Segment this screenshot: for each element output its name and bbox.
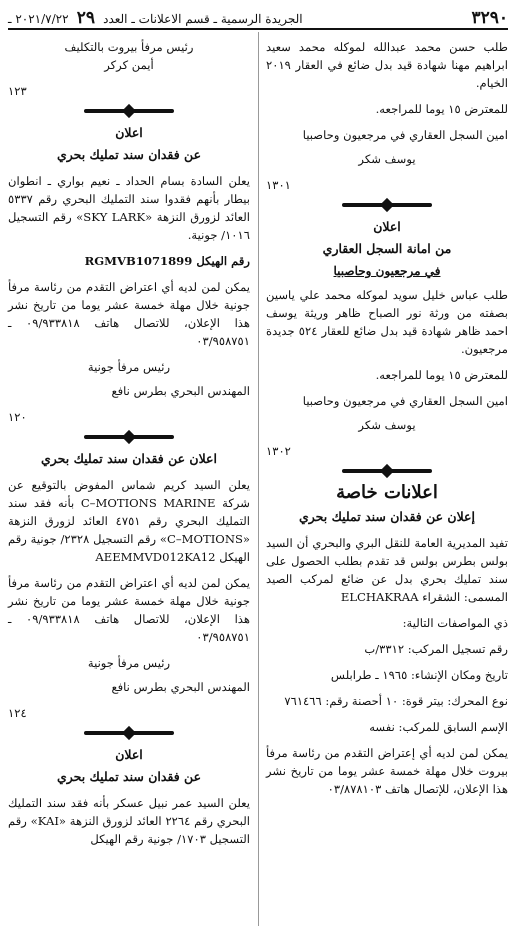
notice-elchakraa-objection: يمكن لمن لديه أي إعتراض التقدم من رئاسة مرفأ بيروت خلال مهلة خمسة عشر يوما من تاريخ نشر هذا الإعلان، للإتصال هاتف ٠٣/٨٧٨١٠٣ <box>266 746 508 796</box>
issue-date: ٢٠٢١/٧/٢٢ ـ <box>8 12 69 26</box>
notice-124-number: ١٢٤ <box>8 706 27 720</box>
notice-124-title: اعلان عن فقدان سند تمليك بحري <box>40 451 217 466</box>
notice-124-signature-title: رئيس مرفأ جونية <box>87 656 171 670</box>
notice-1302-objection: للمعترض ١٥ يوما للمراجعه. <box>375 368 508 382</box>
notice-120-signature-title: رئيس مرفأ جونية <box>87 360 171 374</box>
page-number: ٣٢٩٠ <box>471 8 508 28</box>
column-divider <box>258 32 259 926</box>
notice-1301-text: طلب حسن محمد عبدالله لموكله محمد سعيد ابراهيم مهنا شهادة قيد بدل ضائع في العقار ٢٠١٩ الخيام. <box>266 40 508 90</box>
notice-elchakraa-title: إعلان عن فقدان سند تمليك بحري <box>298 509 475 524</box>
notice-1302-number: ١٣٠٢ <box>266 444 291 458</box>
notice-1301-objection: للمعترض ١٥ يوما للمراجعه. <box>375 102 508 116</box>
notice-120-hull-number: رقم الهيكل RGMVB1071899 <box>84 254 250 268</box>
notice-elchakraa-spec-registration: رقم تسجيل المركب: ٣٣١٢/ب <box>364 642 508 656</box>
notice-1302-title: من امانة السجل العقاري <box>322 241 452 256</box>
top-signature-title: رئيس مرفأ بيروت بالتكليف <box>64 40 194 54</box>
notice-1302-subtitle: في مرجعيون وحاصبيا <box>333 264 441 278</box>
notice-1302-signature-name: يوسف شكر <box>358 418 416 432</box>
section-divider <box>312 464 462 478</box>
notice-1302-heading: اعلان <box>373 219 401 234</box>
section-divider <box>54 430 204 444</box>
notice-124-text: يعلن السيد كريم شماس المفوض بالتوقيع عن شركة C–MOTIONS MARINE بأنه فقد سند التمليك البحري رقم ٤٧٥١ العائد لزورق النزهة «C–MOTIONS» رقم التسجيل ٢٣٢٨/ جونية رقم الهيكل AEEMMVD012KA12 <box>8 478 250 564</box>
notice-elchakraa-text: تفيد المديرية العامة للنقل البري والبحري أن السيد بولس بطرس بولس قد تقدم بطلب الحصول على سند تمليك بحري بدل عن ضائع لمركب الصيد المسمى: الشقراء ELCHAKRAA <box>266 536 508 604</box>
notice-120-text: يعلن السادة بسام الحداد ـ نعيم بواري ـ انطوان بيطار بأنهم فقدوا سند التمليك البحري رقم ٥٣٣٧ العائد لزورق النزهة «SKY LARK» رقم التسجيل ١٠١٦/ جونية. <box>8 174 250 242</box>
notice-kai-text: يعلن السيد عمر نبيل عسكر بأنه فقد سند التمليك البحري رقم ٢٢٦٤ العائد لزورق النزهة «KAI» رقم التسجيل ١٧٠٣/ جونية رقم الهيكل <box>8 796 250 846</box>
page-header <box>8 6 508 30</box>
notice-120-heading: اعلان <box>115 125 143 140</box>
gazette-title: الجريدة الرسمية ـ قسم الاعلانات ـ العدد <box>103 12 303 26</box>
notice-kai-title: عن فقدان سند تمليك بحري <box>56 769 202 784</box>
top-signature-name: أيمن كركر <box>104 58 154 72</box>
left-column <box>8 38 250 848</box>
notice-120-number: ١٢٠ <box>8 410 27 424</box>
notice-1302-signature-title: امين السجل العقاري في مرجعيون وحاصبيا <box>302 394 508 408</box>
notice-123-number: ١٢٣ <box>8 84 27 98</box>
notice-kai-heading: اعلان <box>115 747 143 762</box>
section-divider <box>54 726 204 740</box>
notice-elchakraa-spec-former-name: الإسم السابق للمركب: نفسه <box>369 720 508 734</box>
section-divider <box>312 198 462 212</box>
notice-120-title: عن فقدان سند تمليك بحري <box>56 147 202 162</box>
notice-120-signature-name: المهندس البحري بطرس نافع <box>111 384 250 398</box>
notice-1301-signature-name: يوسف شكر <box>358 152 416 166</box>
special-notices-heading: اعلانات خاصة <box>336 482 438 503</box>
header-center <box>8 8 303 28</box>
issue-number: ٢٩ <box>76 8 95 28</box>
notice-1302-text: طلب عباس خليل سويد لموكله محمد علي ياسين بصفته من ورثة نور الصباح ظاهر وريثة يوسف احمد ظاهر شهادة قيد بدل ضائع للعقار ٥٢٤ جديدة مرجعيون. <box>266 288 509 356</box>
notice-1301-number: ١٣٠١ <box>266 178 291 192</box>
section-divider <box>54 104 204 118</box>
notice-124-signature-name: المهندس البحري بطرس نافع <box>111 680 250 694</box>
notice-elchakraa-spec-built: تاريخ ومكان الإنشاء: ١٩٦٥ ـ طرابلس <box>330 668 508 682</box>
right-column <box>266 38 508 798</box>
notice-124-objection: يمكن لمن لديه أي اعتراض التقدم من رئاسة مرفأ جونية خلال مهلة خمسة عشر يوما من تاريخ نشر هذا الإعلان، للاتصال هاتف ٠٩/٩٣٣٨١٨ ـ ٠٣/٩٥٨٧٥١ <box>8 576 250 644</box>
notice-120-objection: يمكن لمن لديه أي اعتراض التقدم من رئاسة مرفأ جونية خلال مهلة خمسة عشر يوما من تاريخ نشر هذا الإعلان، للاتصال هاتف ٠٩/٩٣٣٨١٨ ـ ٠٣/٩٥٨٧٥١ <box>8 280 250 348</box>
notice-1301-signature-title: امين السجل العقاري في مرجعيون وحاصبيا <box>302 128 508 142</box>
notice-elchakraa-spec-engine: نوع المحرك: بيتر قوة: ١٠ أحصنة رقم: ٧٦١٤٦٦ <box>284 694 508 708</box>
notice-elchakraa-specs-intro: ذي المواصفات التالية: <box>402 616 508 630</box>
